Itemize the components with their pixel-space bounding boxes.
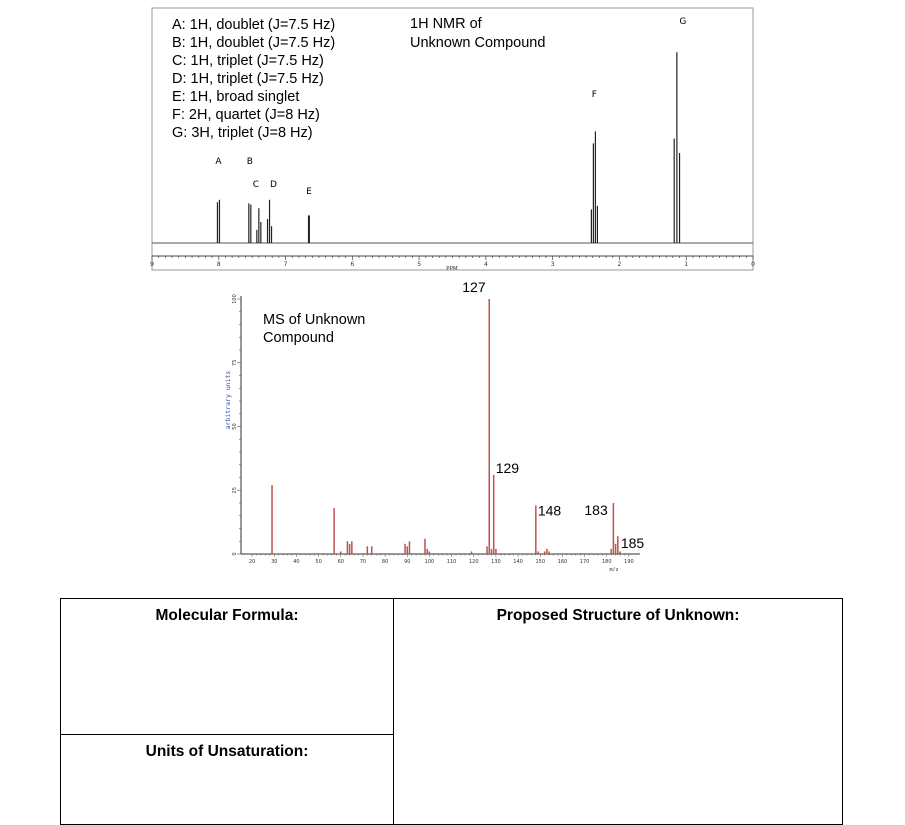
nmr-peak-label-c: C (252, 180, 259, 190)
ms-y-tick-label: 75 (232, 359, 238, 366)
ms-x-tick-label: 100 (424, 559, 435, 565)
ms-y-tick-label: 0 (232, 552, 238, 556)
legend-entry-a: A: 1H, doublet (J=7.5 Hz) (172, 17, 336, 33)
proposed-structure-label: Proposed Structure of Unknown: (496, 607, 740, 624)
nmr-tick-label: 9 (150, 261, 154, 268)
molecular-formula-cell[interactable] (61, 599, 394, 735)
ms-x-tick-label: 120 (468, 559, 479, 565)
nmr-axis-label: PPM (446, 266, 458, 272)
ms-x-tick-label: 50 (315, 559, 322, 565)
nmr-tick-label: 2 (617, 261, 622, 268)
ms-title-line2: Compound (263, 330, 334, 346)
ms-y-tick-label: 100 (232, 294, 238, 304)
ms-title (263, 311, 403, 347)
ms-x-axis-label: m/z (609, 567, 619, 573)
units-unsaturation-label: Units of Unsaturation: (145, 743, 309, 760)
nmr-tick-label: 4 (483, 261, 488, 268)
answer-table (60, 598, 843, 825)
nmr-tick-label: 0 (751, 261, 755, 268)
ms-peak-annotation-129: 129 (495, 459, 520, 476)
ms-peak-annotation-148: 148 (537, 502, 562, 519)
ms-peak-annotation-127: 127 (462, 279, 486, 295)
ms-x-tick-label: 80 (381, 559, 389, 565)
nmr-peak-label-a: A (215, 157, 222, 167)
ms-title-line1: MS of Unknown (263, 312, 366, 328)
nmr-tick-label: 7 (283, 261, 288, 268)
legend-entry-c: C: 1H, triplet (J=7.5 Hz) (172, 53, 324, 69)
legend-entry-d: D: 1H, triplet (J=7.5 Hz) (172, 71, 324, 87)
nmr-tick-label: 5 (417, 261, 422, 268)
nmr-tick-label: 8 (216, 261, 221, 268)
ms-x-tick-label: 170 (579, 559, 590, 565)
nmr-tick-label: 1 (684, 261, 689, 268)
ms-peak-annotation-183: 183 (584, 502, 608, 518)
nmr-peak-label-g: G (679, 17, 687, 27)
ms-x-tick-label: 110 (446, 559, 457, 565)
ms-x-tick-label: 130 (491, 559, 501, 565)
ms-x-tick-label: 140 (513, 559, 523, 565)
nmr-peak-label-d: D (270, 180, 277, 190)
legend-entry-f: F: 2H, quartet (J=8 Hz) (172, 107, 320, 123)
ms-x-tick-label: 40 (293, 559, 300, 565)
ms-x-tick-label: 30 (271, 559, 278, 565)
ms-x-tick-label: 90 (404, 559, 411, 565)
legend-entry-g: G: 3H, triplet (J=8 Hz) (172, 125, 313, 141)
nmr-peak-label-f: F (591, 90, 597, 100)
ms-y-axis-label: arbitrary units (224, 370, 232, 430)
ms-x-tick-label: 20 (248, 559, 256, 565)
nmr-title-line2: Unknown Compound (410, 35, 546, 51)
ms-x-tick-label: 190 (624, 559, 634, 565)
ms-x-tick-label: 180 (601, 559, 612, 565)
nmr-title-line1: 1H NMR of (410, 16, 482, 32)
ms-y-tick-label: 25 (232, 487, 238, 494)
ms-x-tick-label: 60 (337, 559, 344, 565)
nmr-tick-label: 3 (550, 261, 555, 268)
ms-peak-annotation-185: 185 (620, 535, 645, 552)
proposed-structure-cell[interactable] (394, 599, 843, 825)
legend-entry-b: B: 1H, doublet (J=7.5 Hz) (172, 35, 336, 51)
ms-x-tick-label: 70 (359, 559, 367, 565)
nmr-peak-label-b: B (246, 157, 253, 167)
ms-x-tick-label: 160 (557, 559, 568, 565)
legend-entry-e: E: 1H, broad singlet (172, 89, 300, 105)
nmr-peak-label-e: E (306, 187, 312, 197)
ms-y-tick-label: 50 (232, 423, 238, 430)
units-unsaturation-cell[interactable] (61, 735, 394, 825)
nmr-tick-label: 6 (350, 261, 355, 268)
ms-x-tick-label: 150 (535, 559, 546, 565)
molecular-formula-label: Molecular Formula: (155, 607, 299, 624)
